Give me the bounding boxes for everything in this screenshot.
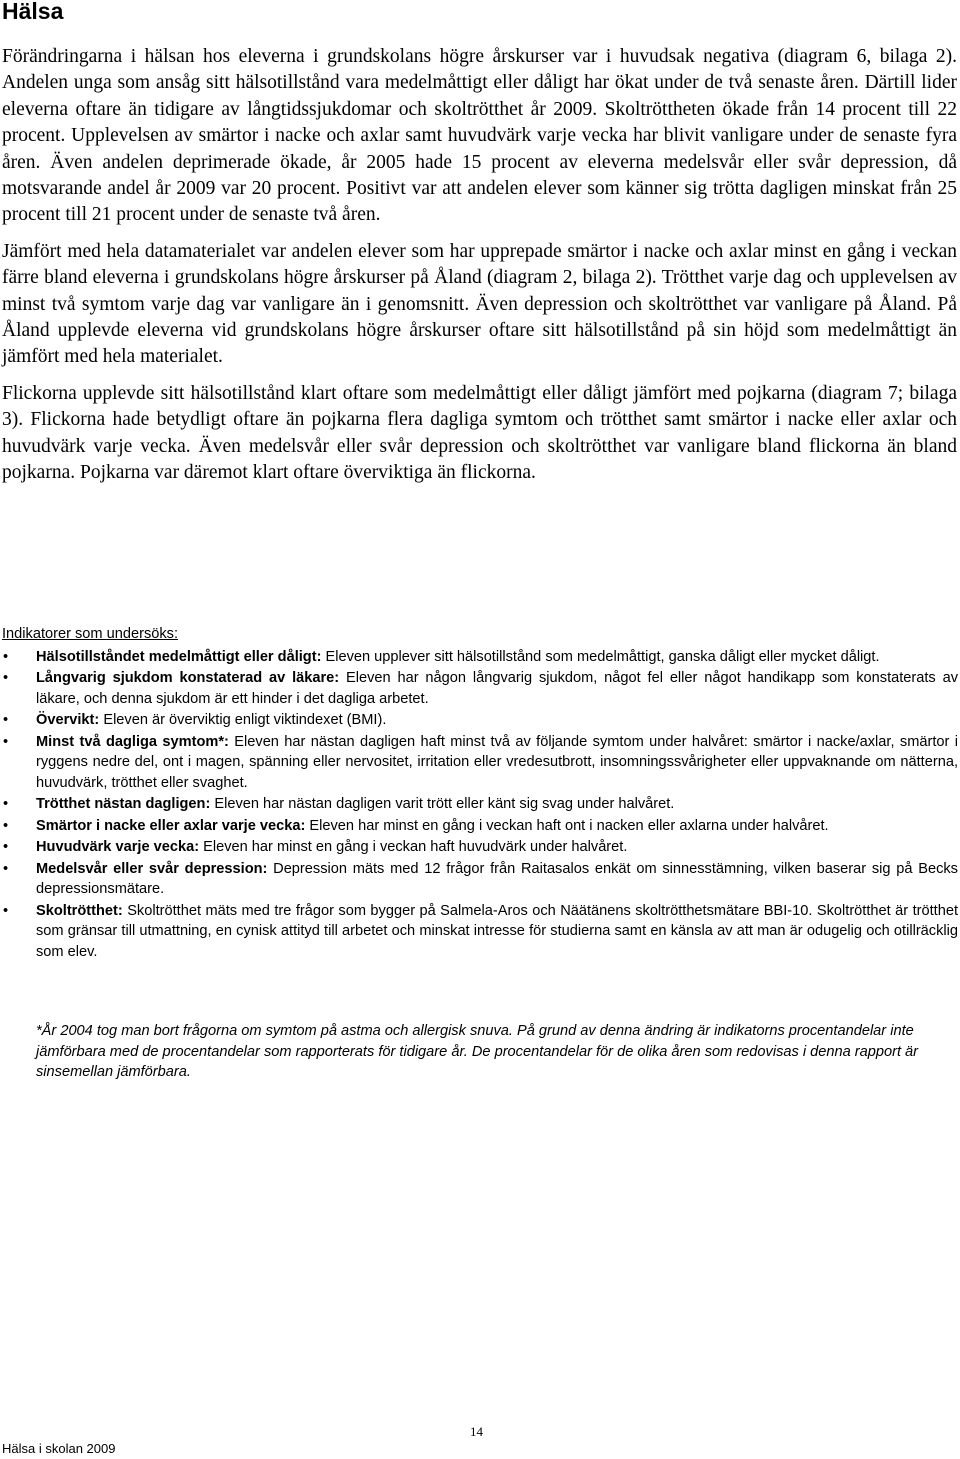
indicator-item	[2, 668, 958, 709]
indicator-text: Skoltrötthet mäts med tre frågor som bygger på Salmela-Aros och Näätänens skoltrötthetsmätare BBI-10. Skoltrötthet är trötthet som gränsar till utmattning, en cynisk attityd till arbetet och minskat intresse för studierna samt en känsla av att man är odugelig och otillräcklig som elev.	[36, 902, 958, 960]
paragraph: Jämfört med hela datamaterialet var andelen elever som har upprepade smärtor i nacke och axlar minst en gång i veckan färre bland eleverna i grundskolans högre årskurser på Åland (diagram 2, bilaga 2). Trötthet varje dag och upplevelsen av minst två symtom varje dag var vanligare än i genomsnitt. Även depression och skoltrötthet var vanligare på Åland. På Åland upplevde eleverna vid grundskolans högre årskurser oftare sitt hälsotillstånd på sin höjd som medelmåttigt än jämfört med hela materialet.	[2, 240, 957, 368]
page-number: 14	[470, 1424, 483, 1439]
bullet-icon: •	[3, 733, 9, 750]
indicator-item	[2, 647, 958, 668]
indicator-term: Trötthet nästan dagligen:	[36, 796, 211, 812]
indicator-term: Långvarig sjukdom konstaterad av läkare:	[36, 670, 340, 686]
paragraph: Flickorna upplevde sitt hälsotillstånd klart oftare som medelmåttigt eller dåligt jämfört med pojkarna (diagram 7; bilaga 3). Flickorna hade betydligt oftare än pojkarna flera dagliga symtom och trötthet samt smärtor i nacke eller axlar och huvudvärk varje vecka. Även medelsvår eller svår depression och skoltrötthet var vanligare bland flickorna än bland pojkarna. Pojkarna var däremot klart oftare överviktiga än flickorna.	[2, 382, 957, 484]
paragraph: Förändringarna i hälsan hos eleverna i grundskolans högre årskurser var i huvudsak negativa (diagram 6, bilaga 2). Andelen unga som ansåg sitt hälsotillstånd vara medelmåttigt eller dåligt har ökat under de två senaste åren. Därtill lider eleverna oftare än tidigare av långtidssjukdomar och skoltrötthet år 2009. Skoltröttheten ökade från 14 procent till 22 procent. Upplevelsen av smärtor i nacke och axlar samt huvudvärk varje vecka har blivit vanligare under de senaste fyra åren. Även andelen deprimerade ökade, år 2005 hade 15 procent av eleverna medelsvår eller svår depression, då motsvarande andel år 2009 var 20 procent. Positivt var att andelen elever som känner sig trötta dagligen minskat från 25 procent till 21 procent under de senaste två åren.	[2, 46, 957, 226]
bullet-icon: •	[3, 670, 9, 686]
footnote: *År 2004 tog man bort frågorna om symtom på astma och allergisk snuva. På grund av denna ändring är indikatorns procentandelar inte jämförbara med de procentandelar som rapporterats för tidigare år. De procentandelar för de olika åren som redovisas i denna rapport är sinsemellan jämförbara.	[36, 1023, 919, 1080]
footer-text: Hälsa i skolan 2009	[2, 1441, 116, 1456]
indicator-term: Huvudvärk varje vecka:	[36, 839, 200, 855]
indicator-item	[2, 816, 958, 837]
indicator-text: Eleven har nästan dagligen varit trött eller känt sig svag under halvåret.	[210, 796, 675, 812]
indicators-heading: Indikatorer som undersöks:	[2, 626, 179, 642]
indicator-term: Skoltrötthet:	[36, 902, 123, 919]
indicator-term: Minst två dagliga symtom*:	[36, 733, 229, 750]
indicator-text: Eleven har minst en gång i veckan haft huvudvärk under halvåret.	[199, 839, 628, 855]
indicator-text: Eleven har minst en gång i veckan haft ont i nacken eller axlarna under halvåret.	[305, 817, 829, 834]
bullet-icon: •	[3, 817, 9, 834]
indicator-item	[2, 710, 958, 731]
indicators-section	[2, 624, 958, 963]
bullet-icon: •	[3, 902, 9, 919]
indicator-item	[2, 901, 958, 963]
indicator-item	[2, 859, 958, 900]
bullet-icon: •	[3, 860, 9, 877]
bullet-icon: •	[3, 712, 9, 728]
indicator-text: Depression mäts med 12 frågor från Raitasalos enkät om sinnesstämning, vilken baserar sig på Becks depressionsmätare.	[36, 860, 958, 897]
bullet-icon: •	[3, 648, 9, 665]
indicator-item	[2, 837, 958, 858]
bullet-icon: •	[3, 796, 9, 812]
indicator-text: Eleven är överviktig enligt viktindexet (BMI).	[99, 712, 387, 728]
indicator-item	[2, 794, 958, 815]
indicator-term: Smärtor i nacke eller axlar varje vecka:	[36, 817, 306, 834]
bullet-icon: •	[3, 839, 9, 855]
indicator-term: Hälsotillståndet medelmåttigt eller dåligt:	[36, 648, 322, 665]
indicator-term: Medelsvår eller svår depression:	[36, 860, 268, 877]
section-heading: Hälsa	[2, 0, 64, 24]
indicator-item	[2, 732, 958, 794]
indicator-text: Eleven har någon långvarig sjukdom, något fel eller något handikapp som konstaterats av läkare, och denna sjukdom är ett hinder i det dagliga arbetet.	[36, 670, 958, 707]
body-text	[2, 44, 957, 497]
indicators-list	[2, 647, 958, 963]
indicator-text: Eleven har nästan dagligen haft minst två av följande symtom under halvåret: smärtor i nacke/axlar, smärtor i ryggens nedre del, ont i magen, spänning eller nervositet, irritation eller vredesutbrott, insomningssvårigheter eller uppvaknande om nätterna, huvudvärk, trötthet eller svaghet.	[36, 733, 958, 791]
indicator-term: Övervikt:	[36, 712, 100, 728]
indicator-text: Eleven upplever sitt hälsotillstånd som medelmåttigt, ganska dåligt eller mycket dåligt.	[321, 648, 880, 665]
